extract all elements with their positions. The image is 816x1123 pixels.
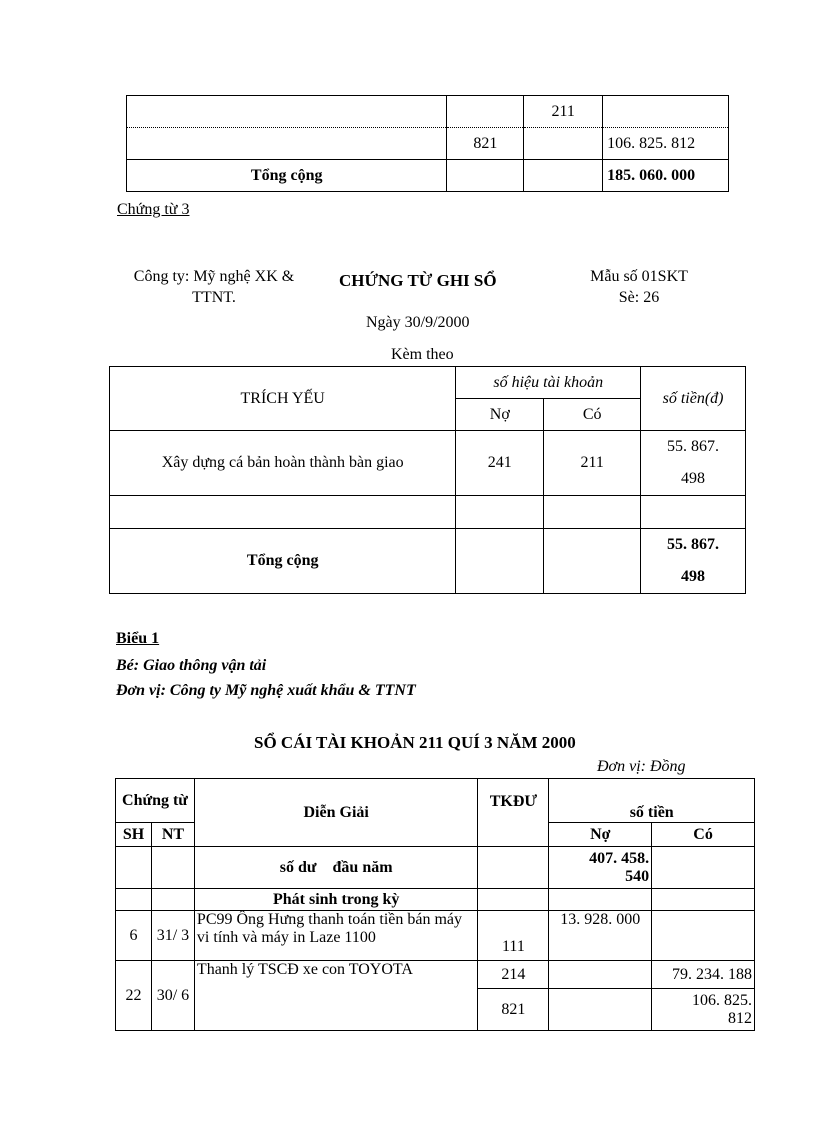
table-row — [116, 961, 755, 989]
header-amount: số tiền(đ) — [641, 367, 746, 431]
header-sh: SH — [116, 823, 152, 847]
cell-summary: Xây dựng cá bản hoàn thành bàn giao — [110, 431, 456, 496]
unit: Đơn vị: Công ty Mỹ nghệ xuất khẩu & TTNT — [116, 682, 416, 699]
currency-unit: Đơn vị: Đồng — [597, 758, 686, 775]
attached-label: Kèm theo — [391, 346, 454, 363]
voucher-table — [109, 366, 746, 594]
ledger-title: SỔ CÁI TÀI KHOẢN 211 QUÍ 3 NĂM 2000 — [254, 733, 576, 752]
ledger-table — [115, 778, 755, 1031]
cell-desc: Thanh lý TSCĐ xe con TOYOTA — [194, 961, 478, 1031]
total-label: Tổng cộng — [127, 160, 447, 192]
table-row — [127, 96, 729, 128]
cell-debit — [549, 961, 652, 989]
total-amount: 185. 060. 000 — [603, 160, 729, 192]
total-row — [110, 529, 746, 594]
form-number: Mẫu số 01SKT — [590, 268, 688, 285]
header-nt: NT — [151, 823, 194, 847]
cell-sh: 6 — [116, 911, 152, 961]
cell-sh: 22 — [116, 961, 152, 1031]
header-debit: Nợ — [549, 823, 652, 847]
table-row — [110, 431, 746, 496]
continued-table — [126, 95, 729, 192]
total-row — [127, 160, 729, 192]
total-label: Tổng cộng — [110, 529, 456, 594]
cell-credit — [524, 128, 603, 160]
cell-credit: 106. 825. 812 — [652, 989, 755, 1031]
cell-tkdu: 821 — [478, 989, 549, 1031]
header-amount: số tiền — [549, 779, 755, 823]
header-voucher: Chứng từ — [116, 779, 195, 823]
cell-desc — [127, 128, 447, 160]
cell-tkdu: 214 — [478, 961, 549, 989]
header-account-no: số hiệu tài khoản — [456, 367, 641, 399]
cell-credit: 79. 234. 188 — [652, 961, 755, 989]
cell-amount — [603, 96, 729, 128]
cell-debit: 241 — [456, 431, 544, 496]
cell-desc — [127, 96, 447, 128]
table-row — [110, 496, 746, 529]
company-name: Công ty: Mỹ nghệ XK & TTNT. — [133, 268, 295, 306]
table-row — [116, 911, 755, 961]
voucher-number: Sè: 26 — [618, 289, 660, 306]
cell-credit: 211 — [524, 96, 603, 128]
cell-credit: 211 — [544, 431, 641, 496]
cell-debit — [447, 96, 524, 128]
header-credit: Có — [652, 823, 755, 847]
opening-label: số dư đầu năm — [194, 847, 478, 889]
cell-amount: 55. 867. 498 — [641, 431, 746, 496]
header-tkdu: TKĐƯ — [478, 779, 549, 847]
opening-row — [116, 847, 755, 889]
header-summary: TRÍCH YẾU — [110, 367, 456, 431]
cell-debit: 821 — [447, 128, 524, 160]
form-info — [568, 266, 710, 308]
header-debit: Nợ — [456, 399, 544, 431]
ministry: Bé: Giao thông vận tải — [116, 657, 267, 674]
section-title: Chứng từ 3 — [117, 201, 190, 218]
cell-amount: 106. 825. 812 — [603, 128, 729, 160]
cell-nt: 31/ 3 — [151, 911, 194, 961]
table-row — [127, 128, 729, 160]
bieu-label: Biểu 1 — [116, 630, 160, 647]
period-label: Phát sinh trong kỳ — [194, 889, 478, 911]
opening-debit: 407. 458. 540 — [549, 847, 652, 889]
voucher-title: CHỨNG TỪ GHI SỔ — [339, 271, 497, 290]
cell-nt: 30/ 6 — [151, 961, 194, 1031]
period-row — [116, 889, 755, 911]
total-amount: 55. 867. 498 — [641, 529, 746, 594]
cell-tkdu: 111 — [478, 911, 549, 961]
cell-desc: PC99 Ông Hưng thanh toán tiền bán máy vi tính và máy in Laze 1100 — [194, 911, 478, 961]
cell-credit — [652, 911, 755, 961]
header-desc: Diễn Giải — [194, 779, 478, 847]
cell-debit: 13. 928. 000 — [549, 911, 652, 961]
voucher-date: Ngày 30/9/2000 — [366, 314, 470, 331]
header-credit: Có — [544, 399, 641, 431]
